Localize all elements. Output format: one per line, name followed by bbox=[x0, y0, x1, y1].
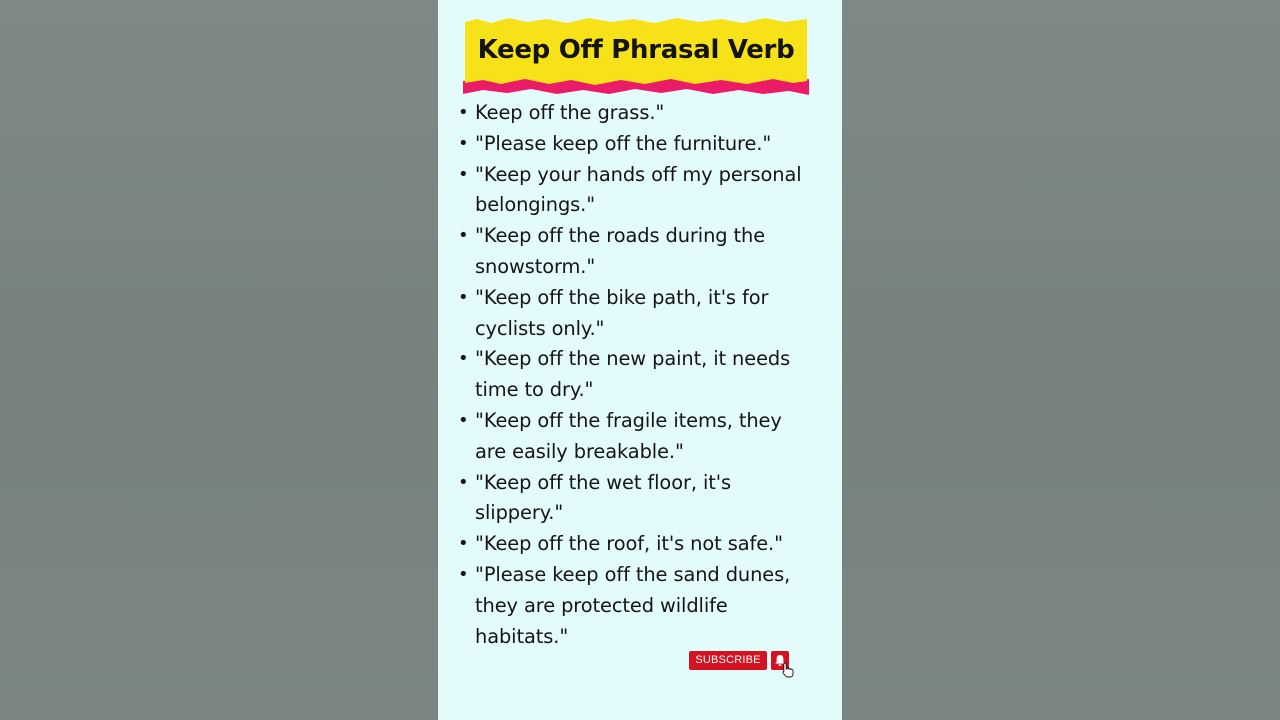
bullet-icon: • bbox=[458, 563, 469, 585]
example-text: "Keep off the bike path, it's for cyclists only." bbox=[475, 285, 769, 340]
title-banner bbox=[463, 17, 809, 95]
bullet-icon: • bbox=[458, 409, 469, 431]
bullet-icon: • bbox=[458, 533, 469, 555]
example-text: "Please keep off the sand dunes, they are protected wildlife habitats." bbox=[475, 562, 791, 648]
content-card bbox=[438, 0, 842, 720]
list-item bbox=[458, 221, 818, 283]
list-item bbox=[458, 529, 818, 560]
examples-list bbox=[458, 98, 818, 652]
bullet-icon: • bbox=[458, 163, 469, 185]
bullet-icon: • bbox=[458, 132, 469, 154]
list-item bbox=[458, 406, 818, 468]
example-text: "Keep off the roads during the snowstorm." bbox=[475, 224, 766, 278]
example-text: "Keep off the wet floor, it's slippery." bbox=[475, 470, 731, 525]
example-text: "Keep your hands off my personal belongings." bbox=[475, 162, 802, 217]
list-item bbox=[458, 344, 818, 406]
blurred-background-right bbox=[842, 0, 1280, 720]
list-item bbox=[458, 98, 818, 129]
list-item bbox=[458, 160, 818, 222]
hand-cursor-icon bbox=[781, 662, 797, 678]
example-text: Keep off the grass." bbox=[475, 101, 665, 124]
example-text: "Please keep off the furniture." bbox=[475, 131, 772, 155]
blurred-background-left bbox=[0, 0, 438, 720]
example-text: "Keep off the new paint, it needs time to dry." bbox=[475, 347, 791, 402]
example-text: "Keep off the fragile items, they are easily breakable." bbox=[475, 408, 782, 463]
page-title: Keep Off Phrasal Verb bbox=[477, 35, 795, 65]
list-item bbox=[458, 283, 818, 345]
list-item bbox=[458, 560, 818, 652]
bullet-icon: • bbox=[458, 348, 469, 370]
bullet-icon: • bbox=[458, 471, 469, 493]
list-item bbox=[458, 468, 818, 530]
example-text: "Keep off the roof, it's not safe." bbox=[475, 532, 783, 556]
subscribe-button[interactable]: SUBSCRIBE bbox=[689, 651, 767, 670]
bullet-icon: • bbox=[458, 286, 469, 308]
bullet-icon: • bbox=[458, 225, 469, 247]
bullet-icon: • bbox=[458, 102, 469, 123]
list-item bbox=[458, 129, 818, 160]
